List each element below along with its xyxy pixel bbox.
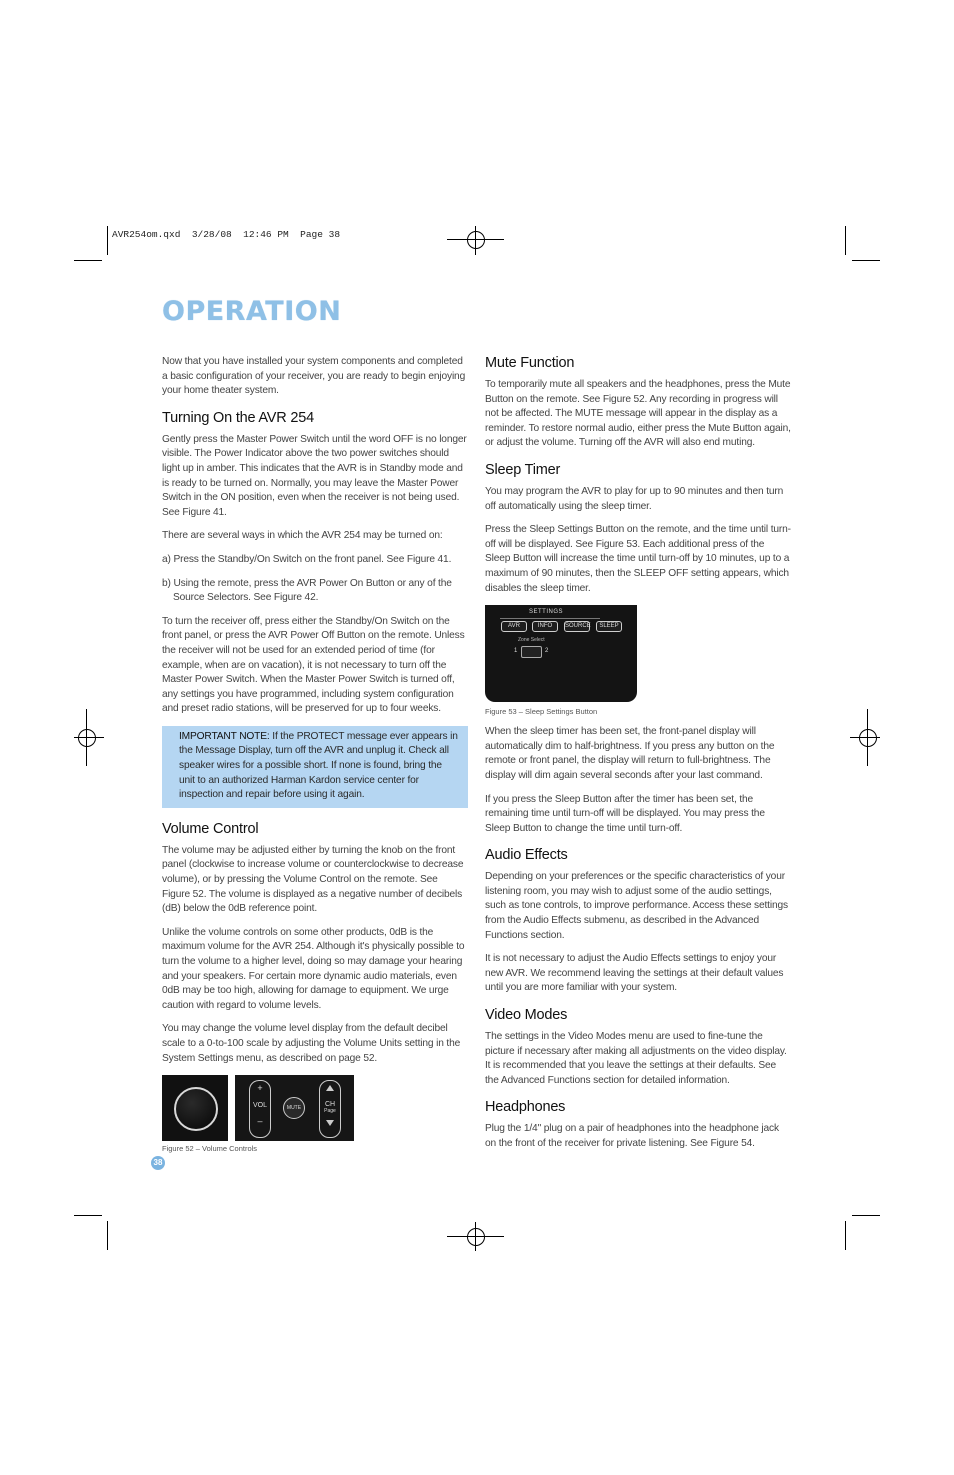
paragraph: You may change the volume level display from the default decibel scale to a 0-to-100 scale by adjusting the Volume Units setting in the System Settings menu, as described on page 52. [162,1023,461,1064]
note-lead: IMPORTANT NOTE: [179,730,270,742]
list-item: b) Using the remote, press the AVR Power On Button or any of the Source Selectors. See Figure 42. [162,577,452,604]
page-number-badge: 38 [151,1156,165,1170]
left-column [162,355,468,1153]
info-button: INFO [532,621,558,632]
paragraph: The settings in the Video Modes menu are used to fine-tune the picture if necessary after making all adjustments on the video display. It is recommended that you leave the settings at their defaults. See the Advanced Functions section for detailed information. [485,1031,787,1086]
paragraph: Gently press the Master Power Switch until the word OFF is no longer visible. The Power Indicator above the two power switches should light up in amber. This indicates that the AVR is in Standby mode and is ready to be turned on. Normally, you may leave the Master Power Switch in the ON position, even when the receiver is not being used. See Figure 41. [162,433,467,518]
front-panel-knob-photo [162,1075,228,1141]
heading-turning-on: Turning On the AVR 254 [162,409,314,426]
note-body: If the PROTECT message ever appears in the Message Display, turn off the AVR and unplug it. Check all speaker wires for a possible short. If none is found, bring the unit to an authorized Harman Kardon service center for inspection and repair before using it again. [179,730,458,801]
figure-caption: Figure 53 – Sleep Settings Button [485,707,598,717]
heading-headphones: Headphones [485,1099,566,1116]
paragraph: When the sleep timer has been set, the front-panel display will automatically dim to half-brightness. If you press any button on the remote or front panel, the display will return to full-brightness. The display will dim again several seconds after your last command. [485,726,775,781]
zone-select-label: Zone Select [518,637,545,644]
figure-53-sleep-settings [485,605,637,702]
zone-2-label: 2 [545,648,549,655]
page-title: OPERATION [162,296,342,327]
volume-knob-icon [174,1087,218,1131]
ch-up-icon [326,1085,334,1091]
paragraph: To turn the receiver off, press either the Standby/On Switch on the front panel, or press the AVR Power Off Button on the remote. Unless the receiver will not be used for an extended period of time (for example, when are on vacation), it is not necessary to turn off the Master Power Switch. When the Master Power Switch is turned off, any settings you have programmed, including system configuration and preset radio stations, will be preserved for up to four weeks. [162,615,465,715]
remote-settings-photo [485,605,637,702]
heading-video-modes: Video Modes [485,1007,568,1024]
crop-mark [74,1215,102,1216]
figure-caption: Figure 52 – Volume Controls [162,1144,258,1154]
heading-volume-control: Volume Control [162,820,259,837]
avr-button: AVR [501,621,527,632]
volume-rocker [249,1080,271,1138]
crop-mark [852,260,880,261]
note-text [179,730,458,803]
paragraph: It is not necessary to adjust the Audio Effects settings to enjoy your new AVR. We recommend leaving the settings at their default values until you are more familiar with your system. [485,953,784,994]
paragraph: Unlike the volume controls on some other products, 0dB is the maximum volume for the AVR 254. Although it's physically possible to turn the volume to a higher level, doing so may damage your hearing and your speakers. For certain more dynamic audio materials, even 0dB may be too high, allowing for damage to equipment. We urge caution with regard to volume levels. [162,926,465,1011]
mute-label: MUTE [286,1105,302,1112]
paragraph: To temporarily mute all speakers and the headphones, press the Mute Button on the remote. See Figure 52. Any recording in progress will not be affected. The MUTE message will appear in the display as a reminder. To restore normal audio, either press the Mute Button again, or adjust the volume. Turning off the AVR will also end muting. [485,379,791,449]
sleep-button: SLEEP [596,621,622,632]
crop-mark [852,1215,880,1216]
channel-rocker [319,1080,341,1138]
vol-label: VOL [252,1102,267,1110]
crop-mark [107,1221,108,1250]
vol-plus-icon: + [257,1083,263,1094]
mute-button [283,1097,305,1119]
paragraph: Plug the 1/4" plug on a pair of headphones into the headphone jack on the front of the receiver for private listening. See Figure 54. [485,1123,779,1149]
important-note [162,726,468,808]
heading-sleep-timer: Sleep Timer [485,461,561,478]
ch-down-icon [326,1120,334,1126]
paragraph: Press the Sleep Settings Button on the remote, and the time until turn-off will be displayed. See Figure 53. Each additional press of the Sleep Button will increase the time until turn-off by 10 minutes, up to a maximum of 90 minutes, then the SLEEP OFF setting appears, which disables the sleep timer. [485,524,791,594]
heading-mute-function: Mute Function [485,355,575,371]
right-column [485,355,791,1161]
list-item: a) Press the Standby/On Switch on the front panel. See Figure 41. [162,553,452,565]
page-label: Page [324,1108,336,1115]
paragraph: If you press the Sleep Button after the timer has been set, the remaining time until turn-off will be displayed. You may press the Sleep Button to change the time until turn-off. [485,793,765,834]
paragraph: The volume may be adjusted either by turning the knob on the front panel (clockwise to increase volume or counterclockwise to decrease volume), or by pressing the Volume Control on the remote. See Figure 52. The volume is displayed as a negative number of decibels (dB) below the 0dB reference point. [162,844,464,915]
crop-mark [107,226,108,255]
remote-volume-photo [235,1075,354,1141]
crop-mark [845,226,846,255]
zone-1-label: 1 [514,648,518,655]
paragraph: You may program the AVR to play for up to 90 minutes and then turn off automatically using the sleep timer. [485,485,784,512]
paragraph: There are several ways in which the AVR 254 may be turned on: [162,530,443,542]
source-button: SOURCE [564,621,590,632]
settings-line [500,618,600,619]
paragraph: Depending on your preferences or the specific characteristics of your listening room, you may wish to adjust some of the audio settings, such as tone controls, to improve performance. Access these settings from the Audio Effects submenu, as described in the Advanced Functions section. [485,871,788,941]
settings-label: SETTINGS [528,609,563,616]
vol-minus-icon: – [257,1116,263,1127]
crop-mark [845,1221,846,1250]
figure-52-volume-controls [162,1075,468,1141]
crop-mark [74,260,102,261]
intro-paragraph: Now that you have installed your system components and completed a basic configuration of your receiver, you are ready to begin enjoying your home theater system. [162,356,466,397]
ch-label: CH [324,1101,336,1109]
slug-line: AVR254om.qxd 3/28/08 12:46 PM Page 38 [112,229,341,240]
heading-audio-effects: Audio Effects [485,847,568,864]
zone-select-switch [521,646,542,658]
